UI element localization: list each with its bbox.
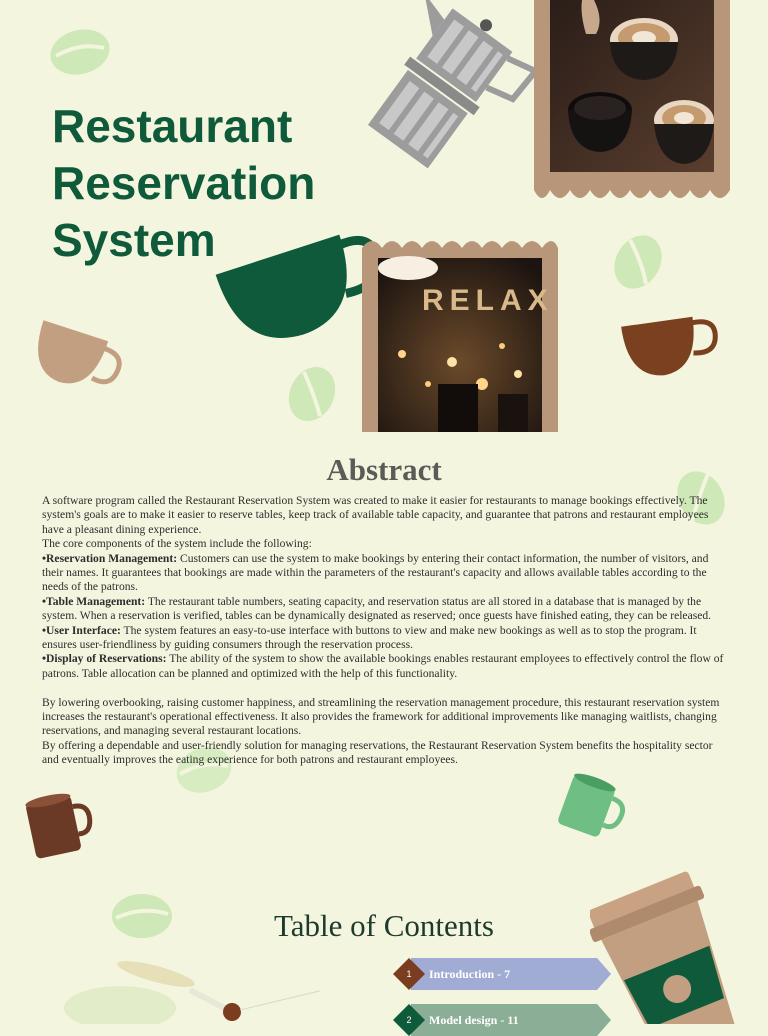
coffee-photo bbox=[534, 0, 730, 212]
component-text: The ability of the system to show the available bookings enables restaurant employees to effectively control the flow of patrons. Table allocation can be planned and optimized with the help of this functionality. bbox=[42, 652, 724, 680]
component-text: The restaurant table numbers, seating capacity, and reservation status are all stored in a database that is managed by the system. When a reservation is verified, tables can be dynamically designated as reserved; once guests have finished eating, they can be released. bbox=[42, 594, 712, 623]
abstract-paragraph: The core components of the system include the following: bbox=[42, 537, 312, 551]
mug-icon bbox=[22, 788, 94, 860]
page-title: Restaurant Reservation System bbox=[52, 100, 316, 266]
toc-item-introduction[interactable] bbox=[393, 958, 613, 990]
component-label: •Table Management: bbox=[42, 594, 146, 608]
toc-item-label: Model design - 11 bbox=[429, 1013, 519, 1027]
component-label: •User Interface: bbox=[42, 623, 121, 637]
component-label: •Reservation Management: bbox=[42, 551, 178, 565]
mug-icon bbox=[210, 212, 382, 340]
component-item bbox=[42, 652, 728, 681]
toc-heading: Table of Contents bbox=[274, 908, 494, 943]
mug-icon bbox=[620, 308, 722, 380]
component-label: •Display of Reservations: bbox=[42, 652, 167, 666]
component-item bbox=[42, 595, 728, 624]
component-text: Customers can use the system to make bookings by entering their contact information, the number of visitors, and their names. It guarantees that bookings are made within the parameters of the restaurant's capacity and allows available tables according to the needs of the patrons. bbox=[42, 551, 709, 594]
toc-item-number: 2 bbox=[406, 1015, 412, 1025]
component-item bbox=[42, 552, 728, 595]
mug-icon bbox=[554, 772, 630, 844]
toc-item-model-design[interactable] bbox=[393, 1004, 613, 1036]
abstract-body bbox=[42, 494, 728, 768]
abstract-paragraph: By lowering overbooking, raising customer happiness, and streamlining the reservation management procedure, this restaurant reservation system increases the restaurant's operational effectiveness. It also provides the framework for additional improvements like managing waitlists, changing reservations, and managing several restaurant locations. bbox=[42, 695, 720, 738]
component-item bbox=[42, 624, 728, 653]
toc-item-number: 1 bbox=[406, 969, 412, 979]
relax-photo bbox=[362, 234, 558, 432]
abstract-heading: Abstract bbox=[326, 452, 442, 487]
abstract-paragraph: By offering a dependable and user-friendly solution for managing reservations, the Restaurant Reservation System benefits the hospitality sector and eventually improves the eating experience for both patrons and restaurant employees. bbox=[42, 738, 713, 767]
abstract-paragraph: A software program called the Restaurant Reservation System was created to make it easier for restaurants to manage bookings effectively. The system's goals are to make it easier to reserve tables, keep track of available table capacity, and guarantee that patrons and restaurant employees have a pleasant dining experience. bbox=[42, 494, 709, 536]
coffee-bean-icon bbox=[284, 364, 340, 424]
relax-sign-text: RELAX bbox=[422, 284, 554, 317]
decorative-shapes bbox=[60, 958, 320, 1024]
coffee-bean-icon bbox=[48, 24, 112, 80]
takeaway-cup-icon bbox=[590, 866, 768, 1024]
mug-icon bbox=[28, 318, 124, 394]
component-text: The system features an easy-to-use interface with buttons to view and make new bookings as well as to stop the program. It ensures user-friendliness by guiding consumers through the reservation process. bbox=[42, 623, 697, 652]
toc-item-label: Introduction - 7 bbox=[429, 967, 511, 981]
coffee-bean-icon bbox=[608, 232, 668, 292]
